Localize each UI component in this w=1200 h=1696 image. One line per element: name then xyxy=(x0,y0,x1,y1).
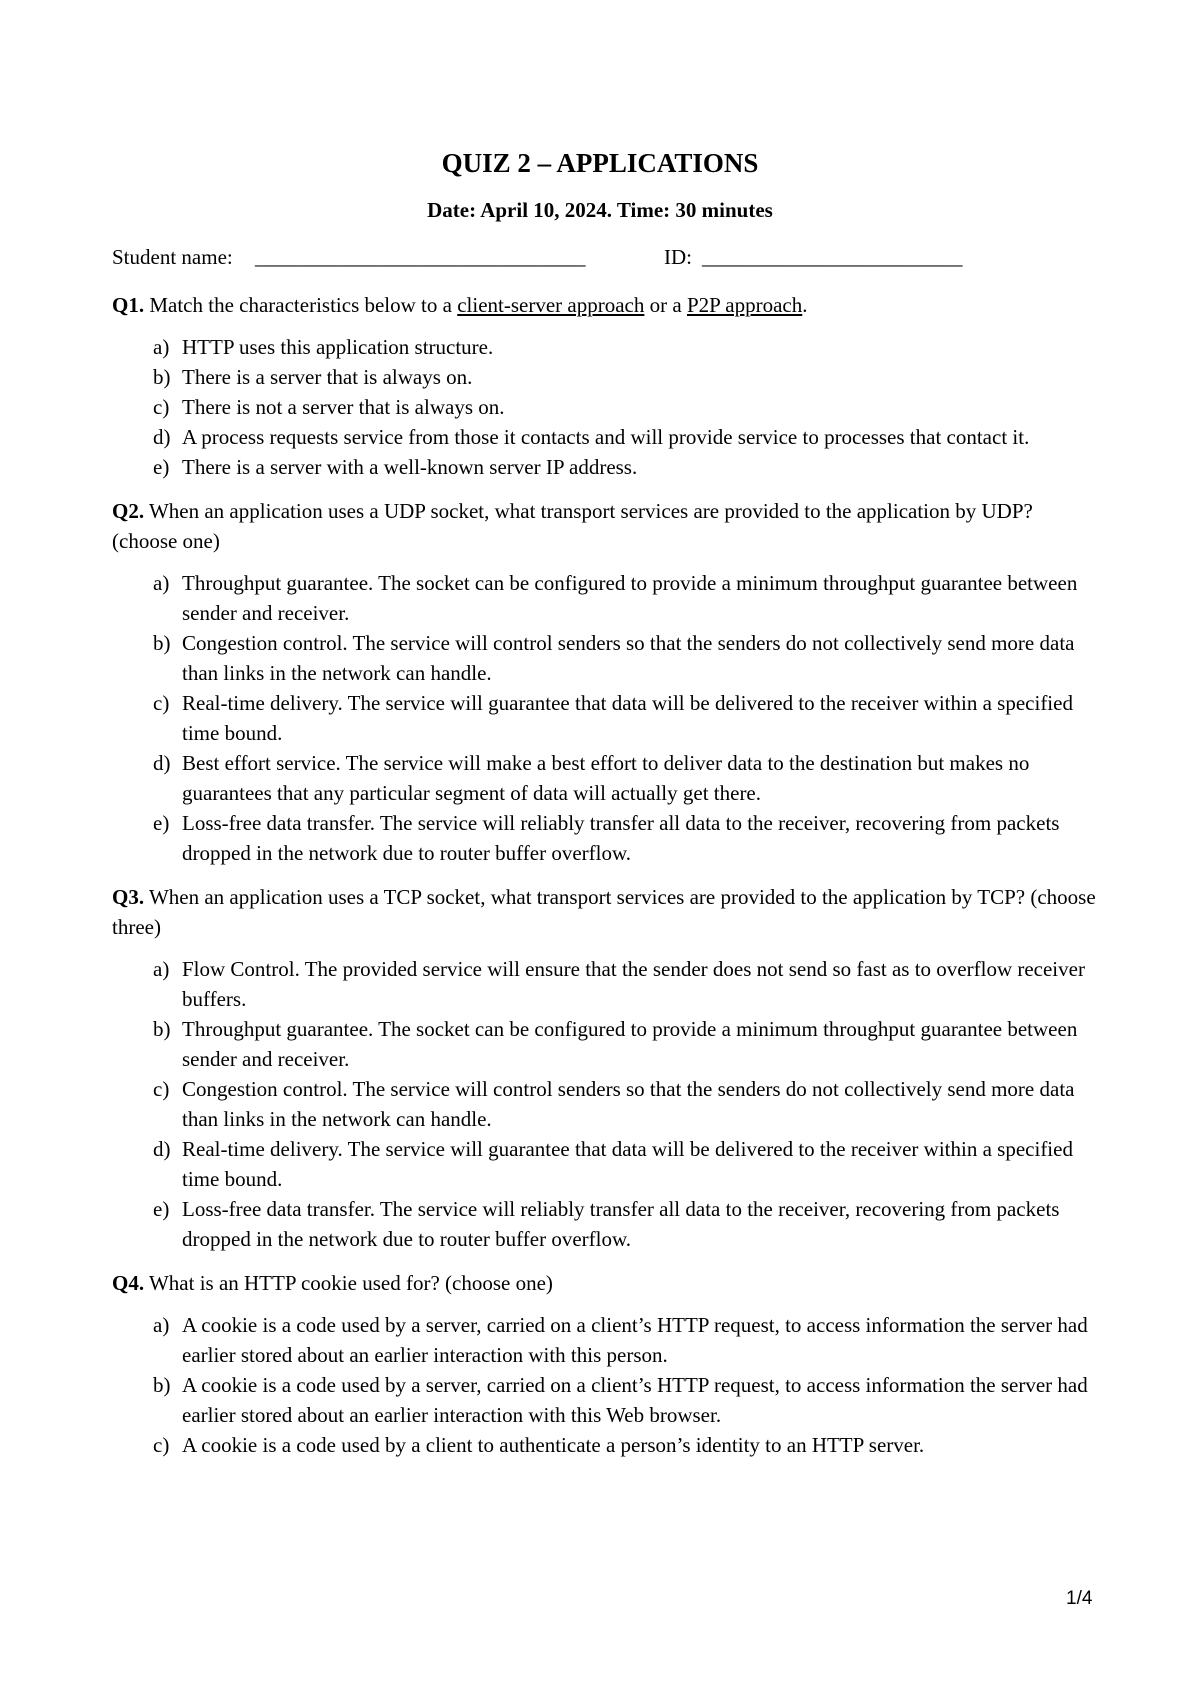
p2p-term: P2P approach xyxy=(686,293,803,317)
question-text: What is an HTTP cookie used for? (choose one) xyxy=(144,1271,553,1295)
option-marker: d) xyxy=(153,751,171,775)
option-marker: b) xyxy=(153,365,171,389)
option-marker: c) xyxy=(153,395,170,419)
option-item xyxy=(112,1014,1102,1074)
option-text: A cookie is a code used by a server, carried on a client’s HTTP request, to access information the server had earlier stored about an earlier interaction with this person. xyxy=(182,1313,1088,1367)
option-marker: a) xyxy=(153,571,170,595)
option-text: Throughput guarantee. The socket can be configured to provide a minimum throughput guarantee between sender and receiver. xyxy=(182,571,1078,625)
option-marker: c) xyxy=(153,691,170,715)
option-item xyxy=(112,1194,1102,1254)
question-number: Q4. xyxy=(112,1271,145,1295)
option-item xyxy=(112,362,1102,392)
question-3 xyxy=(112,882,1102,942)
option-marker: d) xyxy=(153,425,171,449)
question-1-options xyxy=(112,332,1102,482)
option-item xyxy=(112,452,1102,482)
quiz-content xyxy=(112,242,1102,1474)
option-text: Loss-free data transfer. The service will reliably transfer all data to the receiver, recovering from packets dropped in the network due to router buffer overflow. xyxy=(182,1197,1060,1251)
student-info-line xyxy=(112,242,1102,272)
question-text: Match the characteristics below to a xyxy=(144,293,458,317)
page-title: QUIZ 2 – APPLICATIONS xyxy=(441,148,759,178)
student-name-label: Student name: xyxy=(112,245,233,269)
question-number: Q1. xyxy=(112,293,145,317)
option-marker: e) xyxy=(153,455,170,479)
option-text: Congestion control. The service will control senders so that the senders do not collectively send more data than links in the network can handle. xyxy=(182,631,1075,685)
option-item xyxy=(112,1310,1102,1370)
option-text: A cookie is a code used by a client to authenticate a person’s identity to an HTTP server. xyxy=(182,1433,925,1457)
option-text: A process requests service from those it contacts and will provide service to processes that contact it. xyxy=(182,425,1030,449)
option-item xyxy=(112,1370,1102,1430)
question-text: . xyxy=(802,293,808,317)
page-number: 1/4 xyxy=(1066,1588,1093,1609)
student-name-blank: _________________________________ xyxy=(255,245,585,269)
option-item xyxy=(112,332,1102,362)
option-text: There is a server that is always on. xyxy=(182,365,473,389)
date-time-subtitle: Date: April 10, 2024. Time: 30 minutes xyxy=(427,198,773,222)
option-marker: d) xyxy=(153,1137,171,1161)
option-item xyxy=(112,688,1102,748)
option-marker: b) xyxy=(153,1017,171,1041)
option-text: Flow Control. The provided service will ensure that the sender does not send so fast as to overflow receiver buffers. xyxy=(182,957,1085,1011)
option-item xyxy=(112,568,1102,628)
option-text: Real-time delivery. The service will guarantee that data will be delivered to the receiver within a specified time bound. xyxy=(182,691,1073,745)
question-2 xyxy=(112,496,1102,556)
question-text: When an application uses a UDP socket, what transport services are provided to the application by UDP? (choose one) xyxy=(112,499,1033,553)
option-text: A cookie is a code used by a server, carried on a client’s HTTP request, to access information the server had earlier stored about an earlier interaction with this Web browser. xyxy=(182,1373,1088,1427)
option-item xyxy=(112,1074,1102,1134)
question-text: When an application uses a TCP socket, what transport services are provided to the application by TCP? (choose three) xyxy=(112,885,1096,939)
question-4-options xyxy=(112,1310,1102,1460)
option-text: Loss-free data transfer. The service will reliably transfer all data to the receiver, recovering from packets dropped in the network due to router buffer overflow. xyxy=(182,811,1060,865)
question-number: Q2. xyxy=(112,499,145,523)
question-2-options xyxy=(112,568,1102,868)
client-server-term: client-server approach xyxy=(457,293,645,317)
option-item xyxy=(112,748,1102,808)
option-text: There is not a server that is always on. xyxy=(182,395,505,419)
student-id-blank: __________________________ xyxy=(702,245,962,269)
question-4 xyxy=(112,1268,1102,1298)
student-id-label: ID: xyxy=(664,245,692,269)
question-1 xyxy=(112,290,1102,320)
option-marker: b) xyxy=(153,631,171,655)
question-3-options xyxy=(112,954,1102,1254)
option-marker: c) xyxy=(153,1433,170,1457)
option-marker: e) xyxy=(153,1197,170,1221)
option-text: HTTP uses this application structure. xyxy=(182,335,494,359)
option-text: Real-time delivery. The service will guarantee that data will be delivered to the receiver within a specified time bound. xyxy=(182,1137,1073,1191)
question-text: or a xyxy=(644,293,687,317)
option-item xyxy=(112,1430,1102,1460)
option-item xyxy=(112,808,1102,868)
option-text: Congestion control. The service will control senders so that the senders do not collectively send more data than links in the network can handle. xyxy=(182,1077,1075,1131)
option-marker: a) xyxy=(153,335,170,359)
option-text: There is a server with a well-known server IP address. xyxy=(182,455,638,479)
option-marker: c) xyxy=(153,1077,170,1101)
option-marker: a) xyxy=(153,1313,170,1337)
question-number: Q3. xyxy=(112,885,145,909)
option-item xyxy=(112,628,1102,688)
option-item xyxy=(112,1134,1102,1194)
option-item xyxy=(112,422,1102,452)
option-text: Throughput guarantee. The socket can be configured to provide a minimum throughput guarantee between sender and receiver. xyxy=(182,1017,1078,1071)
option-text: Best effort service. The service will make a best effort to deliver data to the destination but makes no guarantees that any particular segment of data will actually get there. xyxy=(182,751,1030,805)
option-marker: a) xyxy=(153,957,170,981)
option-item xyxy=(112,954,1102,1014)
option-marker: b) xyxy=(153,1373,171,1397)
option-item xyxy=(112,392,1102,422)
option-marker: e) xyxy=(153,811,170,835)
